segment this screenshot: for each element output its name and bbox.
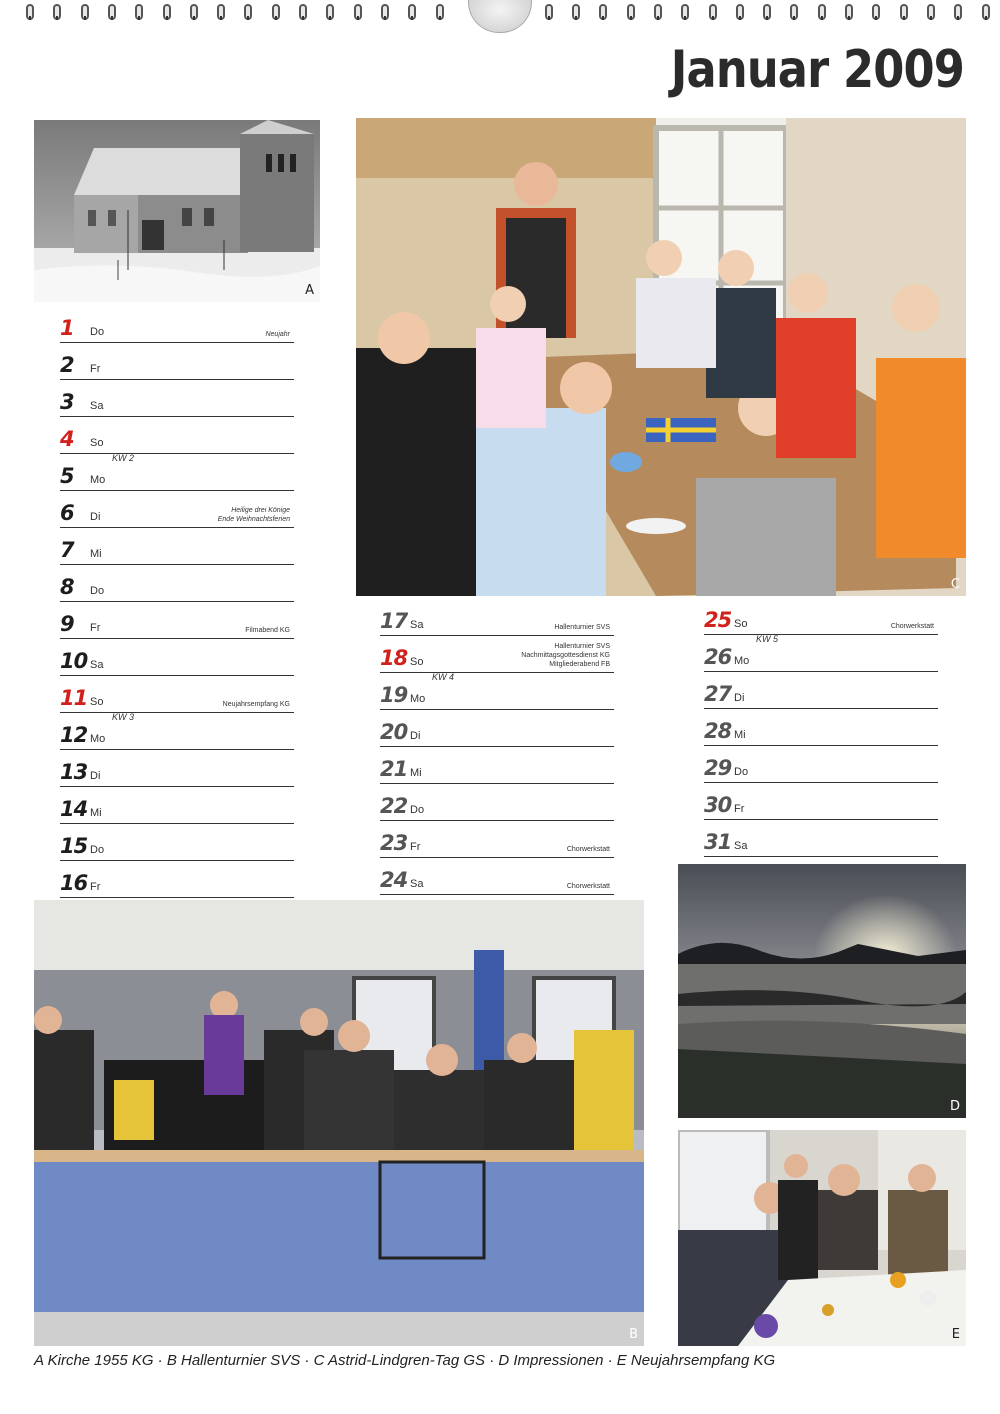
day-number: 21: [380, 757, 408, 781]
binding-ring: [763, 4, 771, 20]
day-row: [60, 566, 294, 602]
binding-ring: [108, 4, 116, 20]
day-number: 13: [60, 760, 88, 784]
day-row: [60, 307, 294, 343]
binding-ring: [709, 4, 717, 20]
day-weekday: Sa: [734, 840, 748, 852]
binding-ring: [927, 4, 935, 20]
day-weekday: Do: [90, 326, 105, 338]
day-weekday: Mi: [90, 807, 102, 819]
day-number: 31: [704, 830, 732, 854]
day-event: Chorwerkstatt: [890, 623, 934, 630]
day-event: Neujahr: [265, 331, 290, 338]
photo-caption: A Kirche 1955 KG · B Hallenturnier SVS · C Astrid-Lindgren-Tag GS · D Impressionen · E Neujahrsempfang KG: [34, 1352, 776, 1369]
photo-d-sunset: [678, 864, 966, 1118]
day-weekday: Di: [90, 511, 101, 523]
day-weekday: Mo: [734, 655, 750, 667]
day-row: [60, 455, 294, 491]
day-row: [380, 748, 614, 784]
day-weekday: Mi: [734, 729, 746, 741]
day-weekday: Sa: [410, 878, 424, 890]
day-event: Filmabend KG: [245, 627, 290, 634]
binding-ring: [299, 4, 307, 20]
photo-label-b: B: [629, 1327, 638, 1342]
binding-ring: [845, 4, 853, 20]
day-row: [60, 418, 294, 454]
day-row: [704, 821, 938, 857]
day-number: 16: [60, 871, 88, 895]
calendar-week: KW 2: [112, 453, 135, 463]
day-number: 19: [380, 683, 408, 707]
day-row: [380, 785, 614, 821]
binding-ring: [681, 4, 689, 20]
day-row: [60, 751, 294, 787]
binding-ring: [900, 4, 908, 20]
day-number: 26: [704, 645, 732, 669]
day-weekday: Sa: [90, 400, 104, 412]
day-number: 11: [60, 686, 88, 710]
photo-label-e: E: [951, 1327, 960, 1342]
binding-ring: [818, 4, 826, 20]
day-weekday: Do: [90, 585, 105, 597]
binding-ring: [163, 4, 171, 20]
day-row: [380, 822, 614, 858]
day-weekday: Mo: [410, 693, 426, 705]
day-event: Chorwerkstatt: [566, 883, 610, 890]
binding-ring: [408, 4, 416, 20]
calendar-week: KW 4: [432, 672, 455, 682]
day-row: [60, 862, 294, 898]
day-weekday: Mo: [90, 733, 106, 745]
day-weekday: Di: [410, 730, 421, 742]
day-number: 7: [60, 538, 74, 562]
day-weekday: So: [90, 437, 104, 449]
day-row: [380, 674, 614, 710]
binding-ring: [272, 4, 280, 20]
day-event: Heilige drei Könige Ende Weihnachtsferien: [217, 507, 290, 523]
day-number: 9: [60, 612, 74, 636]
page-title: Januar 2009: [670, 40, 964, 100]
day-row: [60, 529, 294, 565]
day-weekday: So: [90, 696, 104, 708]
day-row: [704, 673, 938, 709]
day-weekday: Do: [90, 844, 105, 856]
binding-ring: [736, 4, 744, 20]
day-event: Hallenturnier SVS Nachmittagsgottesdienst KG Mitgliederabend FB: [521, 643, 610, 668]
day-row: [60, 788, 294, 824]
day-row: [60, 492, 294, 528]
day-number: 23: [380, 831, 408, 855]
day-weekday: Fr: [90, 363, 101, 375]
day-number: 1: [60, 316, 74, 340]
day-row: [60, 825, 294, 861]
day-row: [704, 784, 938, 820]
day-weekday: Mi: [410, 767, 422, 779]
day-number: 14: [60, 797, 88, 821]
day-weekday: Sa: [90, 659, 104, 671]
day-number: 2: [60, 353, 74, 377]
binding-ring: [217, 4, 225, 20]
day-weekday: Fr: [734, 803, 745, 815]
day-number: 20: [380, 720, 408, 744]
binding-ring: [436, 4, 444, 20]
day-weekday: Fr: [410, 841, 421, 853]
binding-ring: [954, 4, 962, 20]
calendar-week: KW 3: [112, 712, 135, 722]
day-row: [60, 714, 294, 750]
day-number: 17: [380, 609, 408, 633]
day-weekday: Sa: [410, 619, 424, 631]
day-number: 28: [704, 719, 732, 743]
photo-c-children: [356, 118, 966, 596]
day-row: [60, 677, 294, 713]
photo-label-a: A: [305, 283, 314, 298]
photo-b-sports-hall: [34, 900, 644, 1346]
binding-ring: [326, 4, 334, 20]
day-number: 29: [704, 756, 732, 780]
day-event: Chorwerkstatt: [566, 846, 610, 853]
day-row: [380, 859, 614, 895]
day-row: [60, 344, 294, 380]
binding-ring: [982, 4, 990, 20]
day-number: 5: [60, 464, 74, 488]
day-number: 27: [704, 682, 732, 706]
day-weekday: Fr: [90, 622, 101, 634]
photo-label-c: C: [950, 577, 960, 592]
binding-ring: [545, 4, 553, 20]
day-weekday: Di: [734, 692, 745, 704]
day-number: 6: [60, 501, 74, 525]
photo-label-d: D: [949, 1099, 960, 1114]
day-weekday: So: [410, 656, 424, 668]
day-row: [704, 710, 938, 746]
calendar-week: KW 5: [756, 634, 779, 644]
day-weekday: Mi: [90, 548, 102, 560]
day-row: [60, 640, 294, 676]
day-number: 30: [704, 793, 732, 817]
day-number: 12: [60, 723, 88, 747]
day-row: [704, 599, 938, 635]
binding-ring: [790, 4, 798, 20]
day-weekday: Do: [410, 804, 425, 816]
binding-ring: [53, 4, 61, 20]
day-number: 4: [60, 427, 74, 451]
day-number: 18: [380, 646, 408, 670]
day-weekday: Fr: [90, 881, 101, 893]
binding-ring: [872, 4, 880, 20]
photo-e-reception: [678, 1130, 966, 1346]
day-number: 10: [60, 649, 88, 673]
day-row: [704, 747, 938, 783]
day-row: [704, 636, 938, 672]
day-row: [380, 711, 614, 747]
photo-a-church: [34, 120, 320, 302]
day-number: 24: [380, 868, 408, 892]
day-row: [60, 603, 294, 639]
day-number: 15: [60, 834, 88, 858]
day-weekday: Mo: [90, 474, 106, 486]
binding-ring: [81, 4, 89, 20]
day-number: 8: [60, 575, 74, 599]
day-number: 3: [60, 390, 74, 414]
binding-ring: [572, 4, 580, 20]
day-number: 25: [704, 608, 732, 632]
day-weekday: Do: [734, 766, 749, 778]
day-row: [380, 600, 614, 636]
binding-ring: [354, 4, 362, 20]
day-event: Neujahrsempfang KG: [222, 701, 290, 708]
binding-ring: [654, 4, 662, 20]
binding-ring: [190, 4, 198, 20]
binding-ring: [599, 4, 607, 20]
binding-ring: [135, 4, 143, 20]
day-weekday: So: [734, 618, 748, 630]
day-event: Hallenturnier SVS: [554, 624, 610, 631]
binding-ring: [244, 4, 252, 20]
day-weekday: Di: [90, 770, 101, 782]
day-row: [60, 381, 294, 417]
binding-ring: [381, 4, 389, 20]
binding-ring: [26, 4, 34, 20]
day-number: 22: [380, 794, 408, 818]
binding-ring: [627, 4, 635, 20]
day-row: [380, 637, 614, 673]
